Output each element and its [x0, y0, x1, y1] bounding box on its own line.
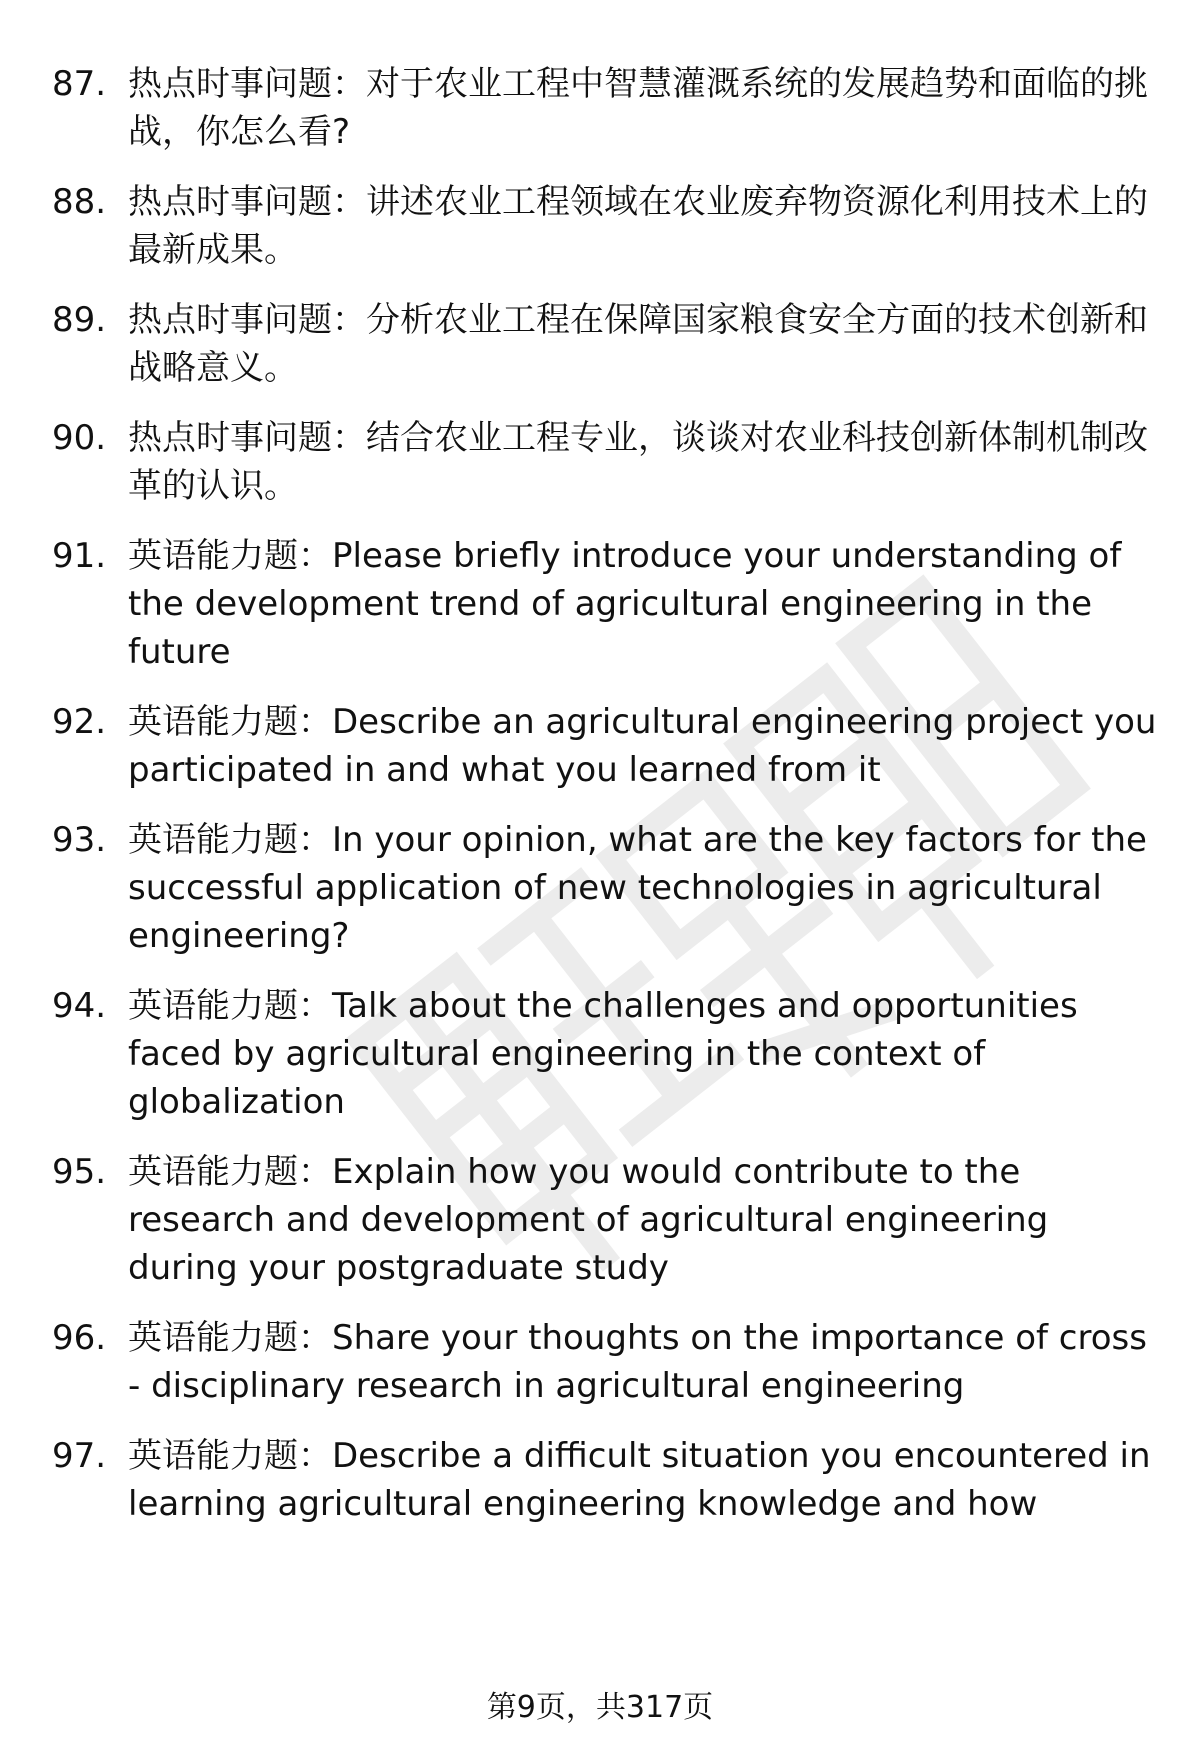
question-body	[128, 532, 1162, 676]
question-item	[52, 178, 1162, 274]
question-category: 英语能力题：	[128, 986, 332, 1026]
question-text: 讲述农业工程领域在农业废弃物资源化利用技术上的最新成果。	[128, 182, 1148, 270]
question-category: 英语能力题：	[128, 1152, 332, 1192]
question-text: Describe an agricultural engineering project you participated in and what you learned from it	[128, 702, 1157, 790]
question-body	[128, 178, 1162, 274]
question-item	[52, 296, 1162, 392]
question-number: 95.	[52, 1152, 107, 1192]
question-text: 分析农业工程在保障国家粮食安全方面的技术创新和战略意义。	[128, 300, 1148, 388]
question-text: In your opinion, what are the key factors for the successful application of new technologies in agricultural engineering?	[128, 820, 1147, 956]
question-item	[52, 414, 1162, 510]
question-item	[52, 698, 1162, 794]
question-category: 热点时事问题：	[128, 418, 366, 458]
question-item	[52, 982, 1162, 1126]
question-text: Please briefly introduce your understanding of the development trend of agricultural engineering in the future	[128, 536, 1122, 672]
question-list	[52, 60, 1162, 1528]
question-item	[52, 60, 1162, 156]
question-item	[52, 1432, 1162, 1528]
page-number-label: 第9页，共317页	[486, 1690, 714, 1725]
question-item	[52, 1148, 1162, 1292]
question-category: 英语能力题：	[128, 820, 332, 860]
question-category: 英语能力题：	[128, 1436, 332, 1476]
question-item	[52, 532, 1162, 676]
question-text: Talk about the challenges and opportunities faced by agricultural engineering in the context of globalization	[128, 986, 1078, 1122]
question-body	[128, 698, 1162, 794]
page-footer	[0, 1688, 1200, 1728]
question-number: 90.	[52, 418, 107, 458]
question-body	[128, 60, 1162, 156]
question-number: 91.	[52, 536, 107, 576]
question-text: Explain how you would contribute to the research and development of agricultural engineering during your postgraduate study	[128, 1152, 1049, 1288]
question-body	[128, 816, 1162, 960]
question-category: 热点时事问题：	[128, 182, 366, 222]
question-number: 97.	[52, 1436, 107, 1476]
question-number: 89.	[52, 300, 107, 340]
question-category: 英语能力题：	[128, 702, 332, 742]
question-body	[128, 982, 1162, 1126]
question-body	[128, 1432, 1162, 1528]
question-body	[128, 296, 1162, 392]
question-number: 94.	[52, 986, 107, 1026]
question-number: 96.	[52, 1318, 107, 1358]
question-category: 英语能力题：	[128, 1318, 332, 1358]
question-number: 92.	[52, 702, 107, 742]
question-body	[128, 1148, 1162, 1292]
question-category: 热点时事问题：	[128, 300, 366, 340]
question-number: 88.	[52, 182, 107, 222]
question-body	[128, 414, 1162, 510]
question-text: Share your thoughts on the importance of cross - disciplinary research in agricultural engineering	[128, 1318, 1147, 1406]
question-body	[128, 1314, 1162, 1410]
question-category: 英语能力题：	[128, 536, 332, 576]
question-category: 热点时事问题：	[128, 64, 366, 104]
question-number: 87.	[52, 64, 107, 104]
question-item	[52, 816, 1162, 960]
question-text: 对于农业工程中智慧灌溉系统的发展趋势和面临的挑战，你怎么看?	[128, 64, 1148, 152]
question-number: 93.	[52, 820, 107, 860]
question-text: Describe a difficult situation you encountered in learning agricultural engineering knowledge and how	[128, 1436, 1151, 1524]
question-text: 结合农业工程专业，谈谈对农业科技创新体制机制改革的认识。	[128, 418, 1148, 506]
question-item	[52, 1314, 1162, 1410]
